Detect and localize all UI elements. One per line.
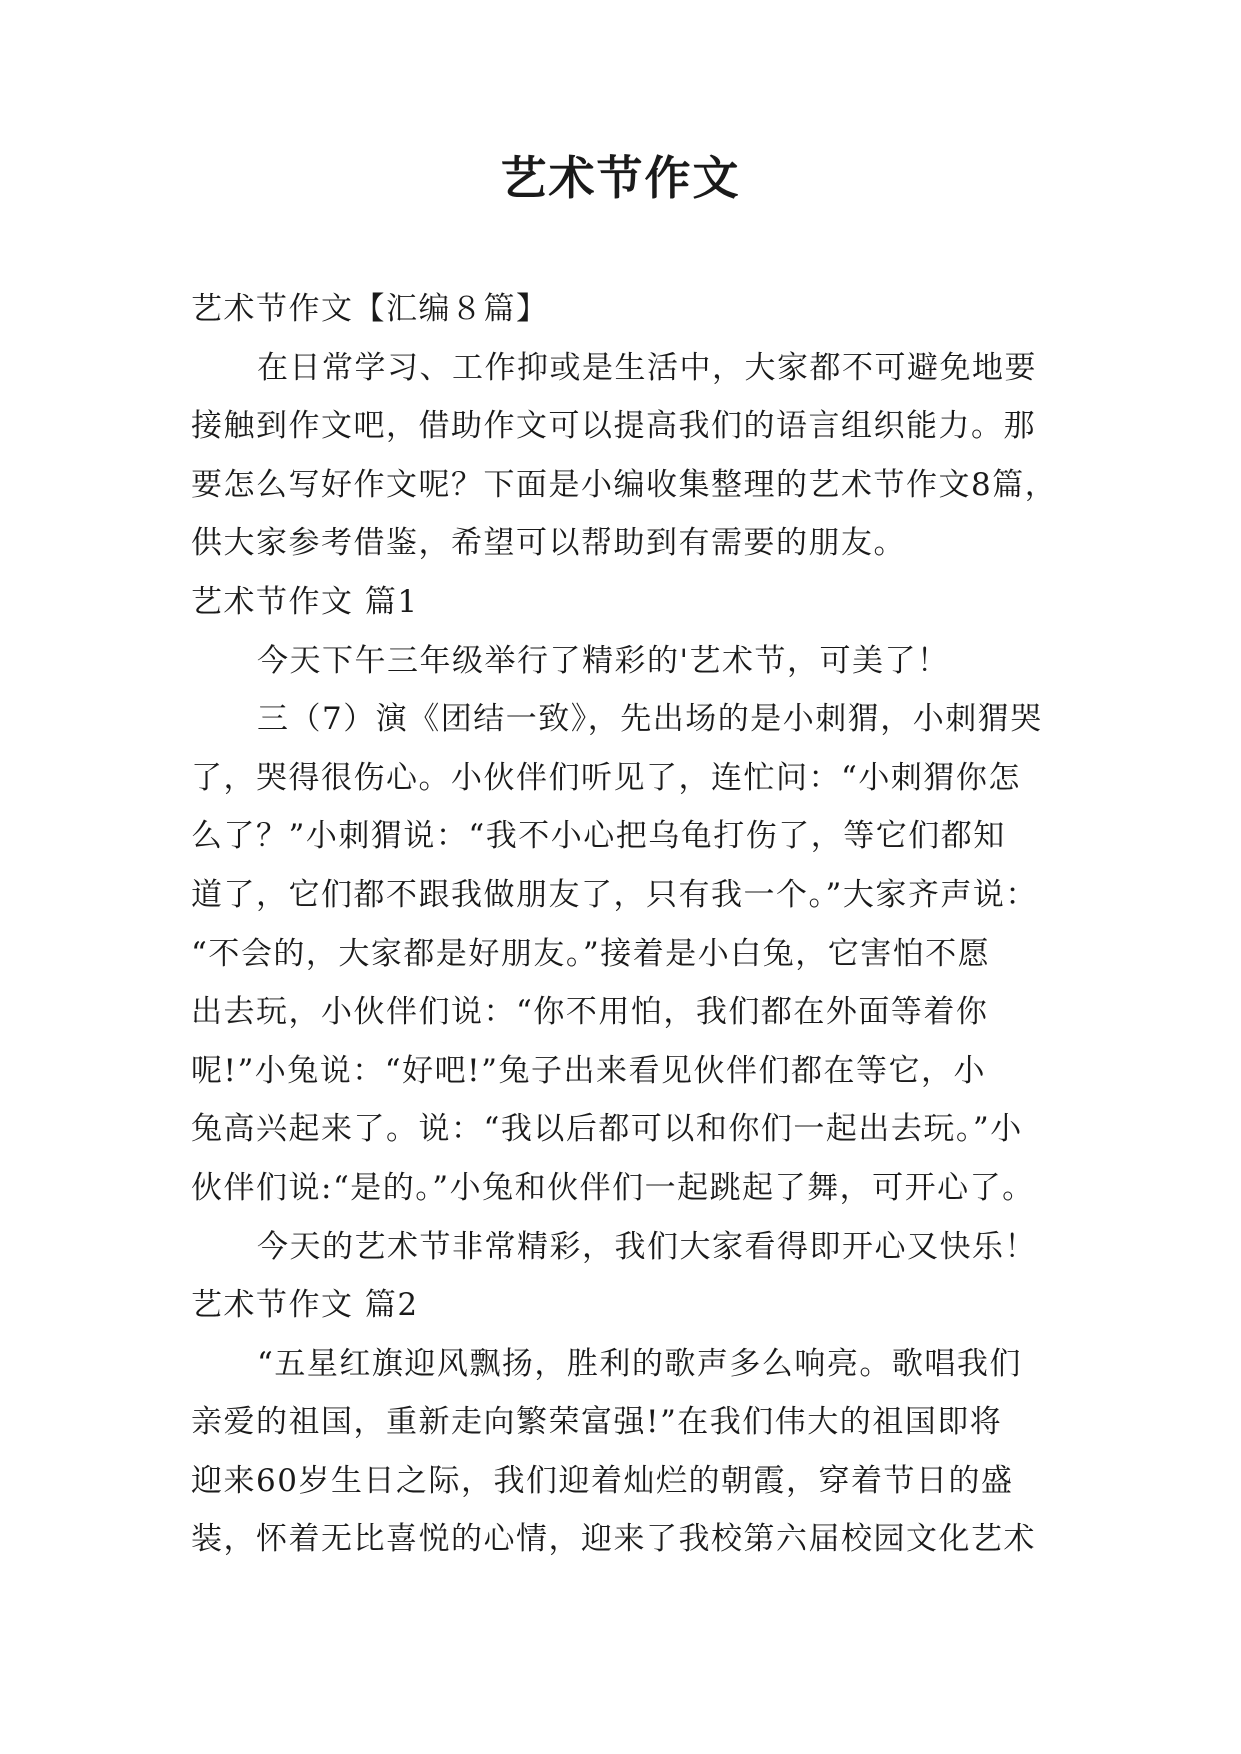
text-line: 迎来60岁生日之际，我们迎着灿烂的朝霞，穿着节日的盛 xyxy=(191,1462,1014,1499)
text-line: 装，怀着无比喜悦的心情，迎来了我校第六届校园文化艺术 xyxy=(191,1521,1036,1558)
document-body xyxy=(191,280,1081,1569)
text-line: “不会的，大家都是好朋友。”接着是小白兔，它害怕不愿 xyxy=(191,935,991,972)
text-line: 兔高兴起来了。说：“我以后都可以和你们一起出去玩。”小 xyxy=(191,1111,1023,1148)
text-line: 道了，它们都不跟我做朋友了，只有我一个。”大家齐声说： xyxy=(191,876,1038,913)
text-line: 在日常学习、工作抑或是生活中，大家都不可避免地要 xyxy=(257,349,1037,386)
text-line: 伙伴们说:“是的。”小兔和伙伴们一起跳起了舞，可开心了。 xyxy=(191,1169,1035,1206)
text-line: 出去玩，小伙伴们说：“你不用怕，我们都在外面等着你 xyxy=(191,994,989,1031)
text-line: 艺术节作文 篇1 xyxy=(191,583,419,620)
text-line: 亲爱的祖国，重新走向繁荣富强!”在我们伟大的祖国即将 xyxy=(191,1404,1003,1441)
text-line: 接触到作文吧，借助作文可以提高我们的语言组织能力。那 xyxy=(191,408,1036,445)
document-title: 艺术节作文 xyxy=(500,151,741,205)
text-line: 艺术节作文【汇编８篇】 xyxy=(191,291,549,327)
text-line: 供大家参考借鉴，希望可以帮助到有需要的朋友。 xyxy=(191,525,906,562)
text-line: 今天的艺术节非常精彩，我们大家看得即开心又快乐！ xyxy=(257,1228,1037,1265)
text-line: 么了？”小刺猬说：“我不小心把乌龟打伤了，等它们都知 xyxy=(191,818,1006,855)
text-line: 要怎么写好作文呢？下面是小编收集整理的艺术节作文8篇， xyxy=(191,466,1058,503)
text-line: 呢!”小兔说：“好吧!”兔子出来看见伙伴们都在等它，小 xyxy=(191,1052,986,1089)
text-line: “五星红旗迎风飘扬，胜利的歌声多么响亮。歌唱我们 xyxy=(257,1345,1022,1382)
text-line: 艺术节作文 篇2 xyxy=(191,1287,419,1324)
text-line: 今天下午三年级举行了精彩的'艺术节，可美了！ xyxy=(257,642,950,679)
text-line: 了，哭得很伤心。小伙伴们听见了，连忙问：“小刺猬你怎 xyxy=(191,759,1021,796)
text-line: 三（7）演《团结一致》，先出场的是小刺猬，小刺猬哭 xyxy=(257,701,1043,738)
